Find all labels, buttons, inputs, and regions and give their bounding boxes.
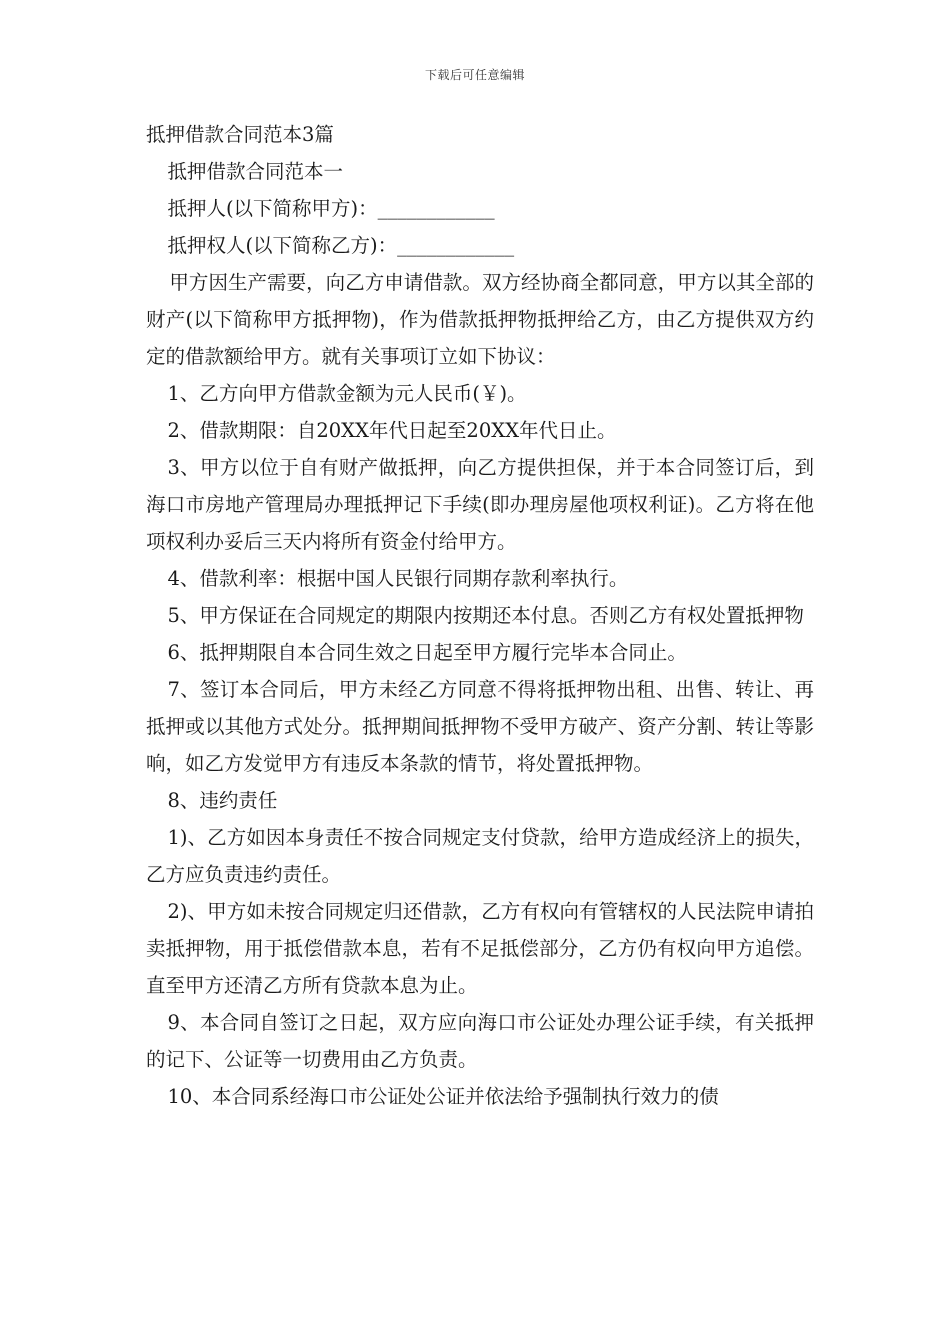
clause-8-2: 2)、甲方如未按合同规定归还借款，乙方有权向有管辖权的人民法院申请拍卖抵押物，用于抵偿借款本息，若有不足抵偿部分，乙方仍有权向甲方追偿。直至甲方还清乙方所有贷款本息为止。 — [146, 900, 814, 997]
clause-1: 1、乙方向甲方借款金额为元人民币(￥)。 — [167, 382, 527, 405]
document-title: 抵押借款合同范本3篇 — [146, 123, 334, 146]
clause-7: 7、签订本合同后，甲方未经乙方同意不得将抵押物出租、出售、转让、再抵押或以其他方式处分。抵押期间抵押物不受甲方破产、资产分割、转让等影响，如乙方发觉甲方有违反本条款的情节，将处置抵押物。 — [146, 678, 814, 775]
document-body — [146, 116, 814, 1115]
intro-paragraph: 甲方因生产需要，向乙方申请借款。双方经协商全都同意，甲方以其全部的财产(以下简称甲方抵押物)，作为借款抵押物抵押给乙方，由乙方提供双方约定的借款额给甲方。就有关事项订立如下协议： — [146, 271, 814, 368]
header-note: 下载后可任意编辑 — [424, 68, 525, 82]
mortgagor-line: 抵押人(以下简称甲方)：____________ — [167, 197, 495, 220]
clause-8-1: 1)、乙方如因本身责任不按合同规定支付贷款，给甲方造成经济上的损失，乙方应负责违约责任。 — [146, 826, 814, 886]
clause-3: 3、甲方以位于自有财产做抵押，向乙方提供担保，并于本合同签订后，到海口市房地产管理局办理抵押记下手续(即办理房屋他项权利证)。乙方将在他项权利办妥后三天内将所有资金付给甲方。 — [146, 456, 814, 553]
clause-10: 10、本合同系经海口市公证处公证并依法给予强制执行效力的债 — [167, 1085, 719, 1108]
clause-5: 5、甲方保证在合同规定的期限内按期还本付息。否则乙方有权处置抵押物 — [167, 604, 804, 627]
clause-6: 6、抵押期限自本合同生效之日起至甲方履行完毕本合同止。 — [167, 641, 687, 664]
clause-8: 8、违约责任 — [167, 789, 278, 812]
section-title: 抵押借款合同范本一 — [167, 160, 343, 183]
clause-4: 4、借款利率：根据中国人民银行同期存款利率执行。 — [167, 567, 629, 590]
mortgagee-line: 抵押权人(以下简称乙方)：____________ — [167, 234, 515, 257]
clause-2: 2、借款期限：自20XX年代日起至20XX年代日止。 — [167, 419, 617, 442]
clause-9: 9、本合同自签订之日起，双方应向海口市公证处办理公证手续，有关抵押的记下、公证等一切费用由乙方负责。 — [146, 1011, 814, 1071]
